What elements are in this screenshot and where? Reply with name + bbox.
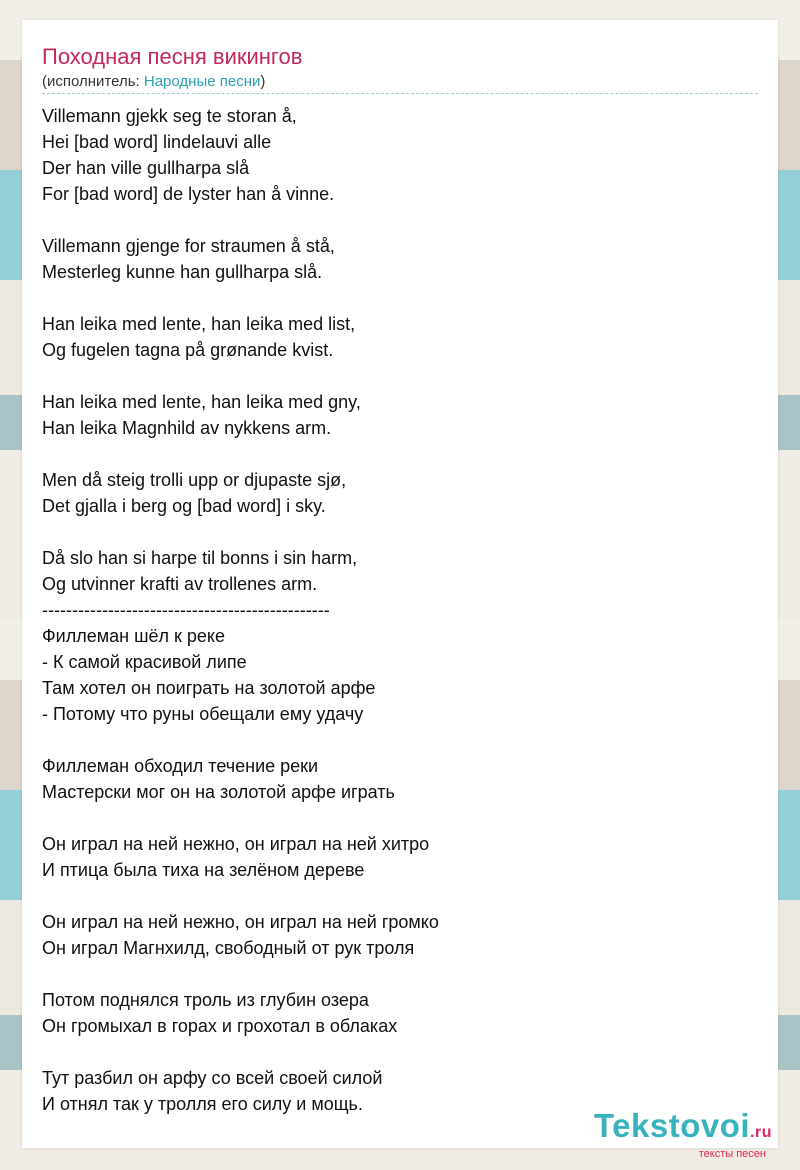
logo-name: Tekstovoi bbox=[593, 1107, 751, 1144]
lyric-line: Mesterleg kunne han gullharpa slå. bbox=[42, 262, 323, 282]
logo-tagline: тексты песен bbox=[698, 1148, 766, 1160]
artist-suffix: ) bbox=[260, 73, 266, 90]
lyric-line: Потом поднялся троль из глубин озера bbox=[42, 990, 369, 1010]
lyric-line: Då slo han si harpe til bonns i sin harm, bbox=[42, 548, 358, 568]
artist-prefix: (исполнитель: bbox=[42, 73, 144, 90]
lyric-line: И птица была тиха на зелёном дереве bbox=[42, 860, 365, 880]
lyric-line: Men då steig trolli upp or djupaste sjø, bbox=[42, 470, 347, 490]
lyrics-card bbox=[22, 20, 778, 1148]
lyric-line: И отнял так у тролля его силу и мощь. bbox=[42, 1094, 363, 1114]
lyric-line bbox=[42, 441, 758, 467]
lyric-line bbox=[42, 285, 758, 311]
lyric-line bbox=[42, 363, 758, 389]
lyric-line bbox=[42, 805, 758, 831]
lyric-line: Og fugelen tagna på grønande kvist. bbox=[42, 340, 334, 360]
lyric-line bbox=[42, 1039, 758, 1065]
lyric-line bbox=[42, 207, 758, 233]
lyric-line: Тут разбил он арфу со всей своей силой bbox=[42, 1068, 383, 1088]
lyric-line: Hei [bad word] lindelauvi alle bbox=[42, 132, 272, 152]
lyric-line: Там хотел он поиграть на золотой арфе bbox=[42, 678, 376, 698]
lyric-line: Det gjalla i berg og [bad word] i sky. bbox=[42, 496, 326, 516]
lyric-line: Villemann gjekk seg te storan å, bbox=[42, 106, 297, 126]
lyric-line: Он играл на ней нежно, он играл на ней хитро bbox=[42, 834, 430, 854]
lyric-line bbox=[42, 961, 758, 987]
lyric-line: Он играл на ней нежно, он играл на ней громко bbox=[42, 912, 439, 932]
lyric-line bbox=[42, 883, 758, 909]
lyric-line: Филлеман шёл к реке bbox=[42, 626, 226, 646]
lyric-line: ------------------------------------------------ bbox=[42, 600, 330, 620]
lyric-line: Мастерски мог он на золотой арфе играть bbox=[42, 782, 395, 802]
artist-link[interactable]: Народные песни bbox=[143, 73, 261, 90]
lyric-line: Han leika med lente, han leika med list, bbox=[42, 314, 356, 334]
lyric-line: Han leika med lente, han leika med gny, bbox=[42, 392, 361, 412]
lyric-line bbox=[42, 519, 758, 545]
lyric-line: Он играл Магнхилд, свободный от рук троля bbox=[42, 938, 415, 958]
lyric-line: Он громыхал в горах и грохотал в облаках bbox=[42, 1016, 398, 1036]
lyric-line: Og utvinner krafti av trollenes arm. bbox=[42, 574, 318, 594]
lyric-line: Han leika Magnhild av nykkens arm. bbox=[42, 418, 332, 438]
lyrics-text bbox=[42, 103, 758, 1117]
title-divider bbox=[42, 93, 758, 94]
lyric-line: Филлеман обходил течение реки bbox=[42, 756, 319, 776]
logo-tld: .ru bbox=[750, 1124, 772, 1141]
lyric-line: Villemann gjenge for straumen å stå, bbox=[42, 236, 335, 256]
lyric-line: - Потому что руны обещали ему удачу bbox=[42, 704, 364, 724]
artist-line bbox=[42, 72, 265, 92]
site-logo[interactable] bbox=[594, 1109, 772, 1160]
lyric-line: - К самой красивой липе bbox=[42, 652, 247, 672]
lyric-line: For [bad word] de lyster han å vinne. bbox=[42, 184, 335, 204]
song-title: Походная песня викингов bbox=[42, 44, 303, 69]
lyric-line: Der han ville gullharpa slå bbox=[42, 158, 250, 178]
lyric-line bbox=[42, 727, 758, 753]
